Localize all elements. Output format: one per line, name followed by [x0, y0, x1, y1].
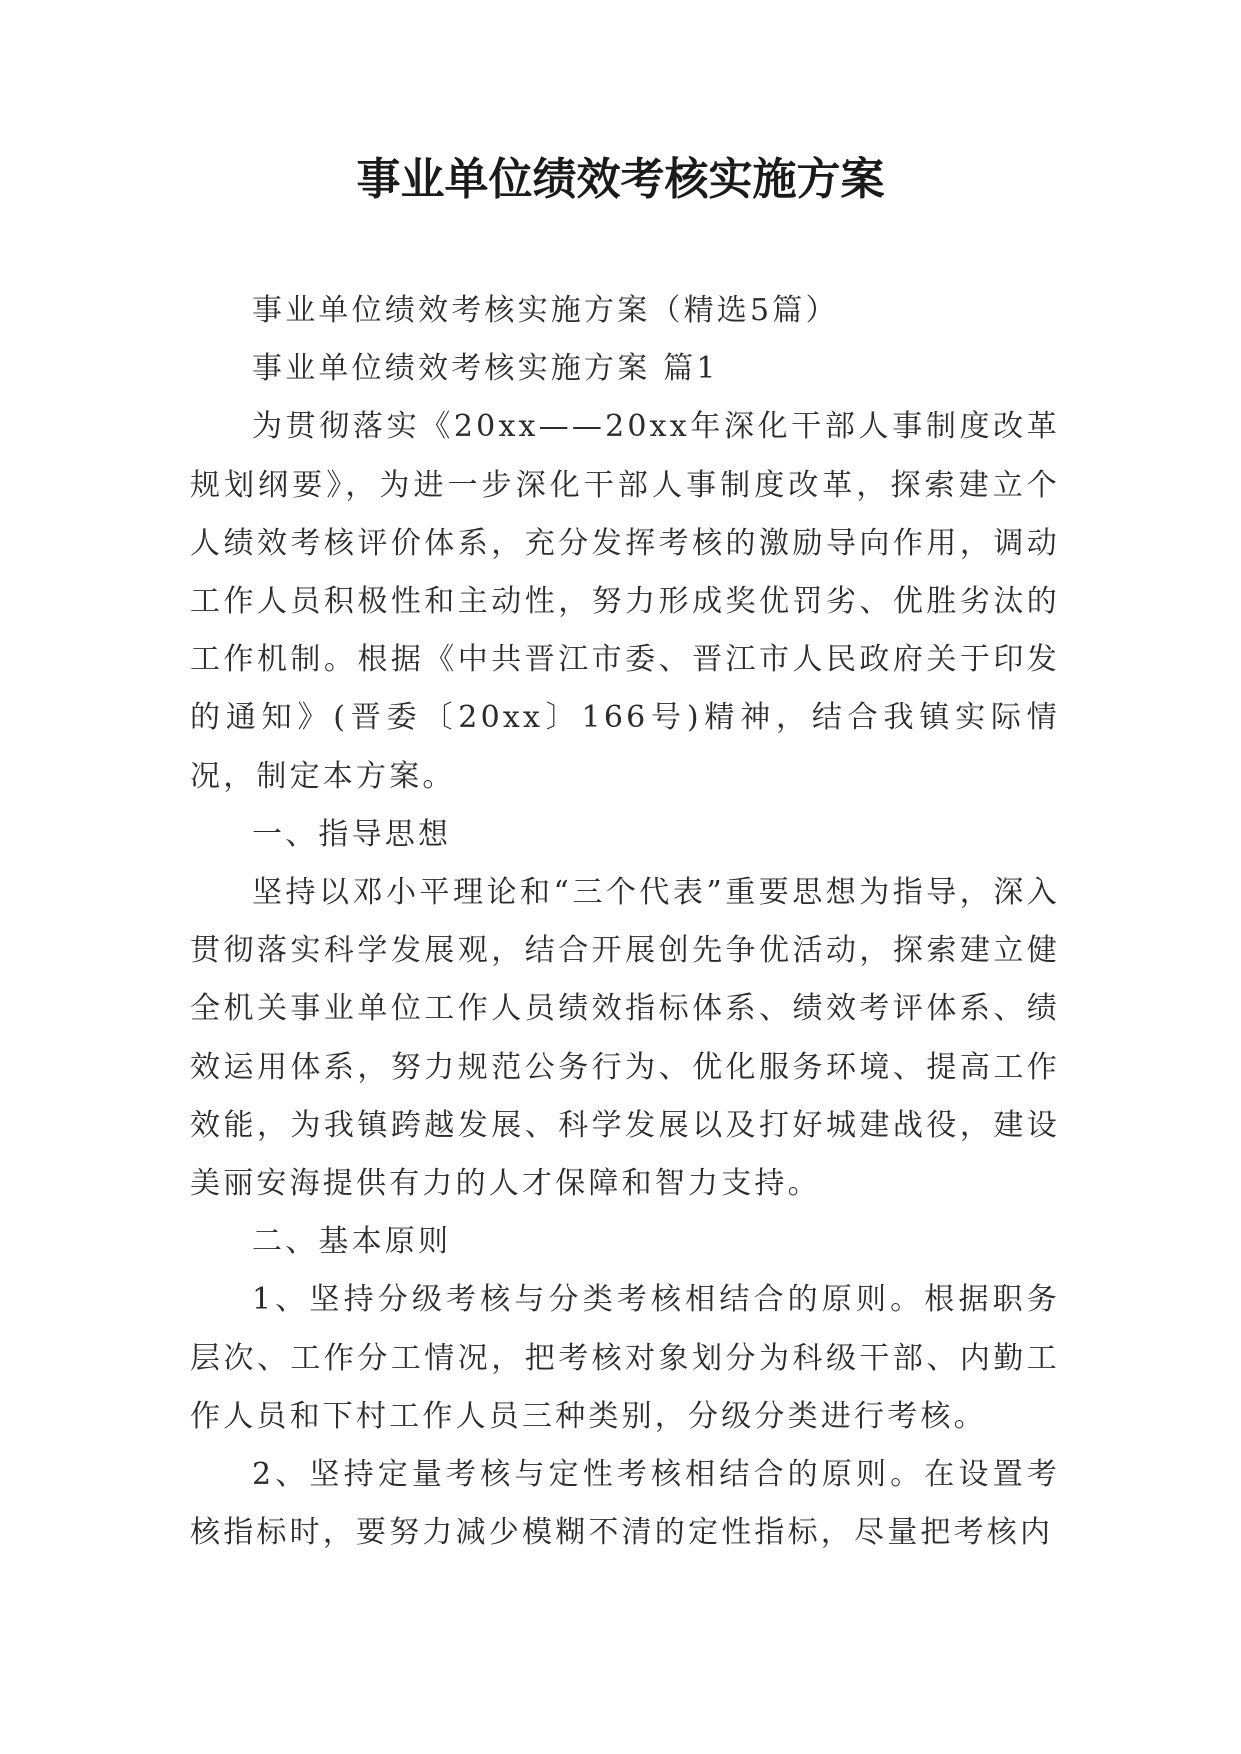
document-title: 事业单位绩效考核实施方案	[356, 154, 885, 205]
principle-2-paragraph: 2、坚持定量考核与定性考核相结合的原则。在设置考核指标时，要努力减少模糊不清的定性指标，尽量把考核内	[190, 1457, 1060, 1551]
principle-1-paragraph: 1、坚持分级考核与分类考核相结合的原则。根据职务层次、工作分工情况，把考核对象划分为科级干部、内勤工作人员和下村工作人员三种类别，分级分类进行考核。	[190, 1282, 1060, 1434]
intro-paragraph: 为贯彻落实《20xx——20xx年深化干部人事制度改革规划纲要》，为进一步深化干部人事制度改革，探索建立个人绩效考核评价体系，充分发挥考核的激励导向作用，调动工作人员积极性和主动性，努力形成奖优罚劣、优胜劣汰的工作机制。根据《中共晋江市委、晋江市人民政府关于印发的通知》(晋委〔20xx〕166号)精神，结合我镇实际情况，制定本方案。	[190, 409, 1060, 794]
guiding-ideology-paragraph: 坚持以邓小平理论和“三个代表”重要思想为指导，深入贯彻落实科学发展观，结合开展创先争优活动，探索建立健全机关事业单位工作人员绩效指标体系、绩效考评体系、绩效运用体系，努力规范公务行为、优化服务环境、提高工作效能，为我镇跨越发展、科学发展以及打好城建战役，建设美丽安海提供有力的人才保障和智力支持。	[190, 875, 1060, 1202]
subtitle-paragraph: 事业单位绩效考核实施方案（精选5篇）	[252, 293, 839, 328]
document-body	[190, 282, 1060, 1562]
section-heading-guiding-ideology: 一、指导思想	[252, 816, 452, 852]
section-heading-part-1: 事业单位绩效考核实施方案 篇1	[252, 351, 719, 387]
section-heading-basic-principles: 二、基本原则	[252, 1224, 452, 1260]
